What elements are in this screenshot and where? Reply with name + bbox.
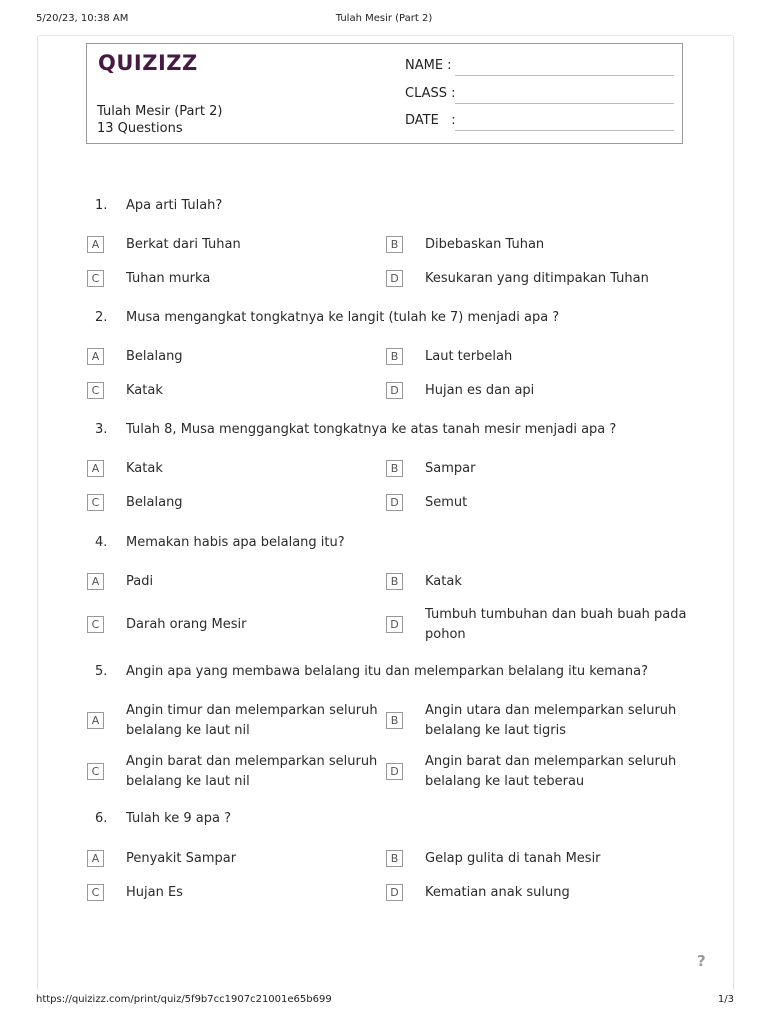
option-text: Tuhan murka xyxy=(126,271,211,286)
option-letter: D xyxy=(386,270,403,287)
option-text: Sampar xyxy=(425,461,476,476)
question-text: Angin apa yang membawa belalang itu dan melemparkan belalang itu kemana? xyxy=(126,664,648,679)
quiz-title: Tulah Mesir (Part 2) xyxy=(97,104,223,119)
option-letter: B xyxy=(386,348,403,365)
question-number: 1. xyxy=(95,198,108,213)
print-url: https://quizizz.com/print/quiz/5f9b7cc1907c21001e65b699 xyxy=(36,994,332,1005)
option-letter: B xyxy=(386,850,403,867)
option-text: Hujan Es xyxy=(126,885,183,900)
question-number: 5. xyxy=(95,664,108,679)
option-text: Angin utara dan melemparkan seluruh belalang ke laut tigris xyxy=(425,703,677,738)
option-letter: B xyxy=(386,236,403,253)
class-line xyxy=(455,103,674,104)
option-text: Katak xyxy=(425,574,462,589)
option-letter: A xyxy=(87,573,104,590)
date-label: DATE : xyxy=(405,113,456,128)
page-frame xyxy=(37,35,734,991)
option-text: Laut terbelah xyxy=(425,349,513,364)
option-letter: B xyxy=(386,460,403,477)
option-letter: C xyxy=(87,884,104,901)
page-number: 1/3 xyxy=(717,994,734,1005)
question-text: Tulah ke 9 apa ? xyxy=(126,811,231,826)
option-text: Belalang xyxy=(126,349,183,364)
option-letter: A xyxy=(87,850,104,867)
question-number: 3. xyxy=(95,422,108,437)
option-text: Katak xyxy=(126,461,163,476)
question-number: 4. xyxy=(95,535,108,550)
question-text: Apa arti Tulah? xyxy=(126,198,223,213)
option-letter: A xyxy=(87,236,104,253)
question-mark-icon[interactable]: ? xyxy=(697,952,706,970)
option-text: Dibebaskan Tuhan xyxy=(425,237,545,252)
option-letter: D xyxy=(386,494,403,511)
option-text: Gelap gulita di tanah Mesir xyxy=(425,851,601,866)
question-number: 6. xyxy=(95,811,108,826)
quizizz-logo: QUIZIZZ xyxy=(98,51,198,75)
option-letter: C xyxy=(87,763,104,780)
option-letter: C xyxy=(87,494,104,511)
date-line xyxy=(455,130,674,131)
option-letter: B xyxy=(386,712,403,729)
question-count: 13 Questions xyxy=(97,121,183,136)
option-letter: D xyxy=(386,382,403,399)
option-letter: A xyxy=(87,460,104,477)
option-text: Angin timur dan melemparkan seluruh belalang ke laut nil xyxy=(126,703,378,738)
option-text: Tumbuh tumbuhan dan buah buah pada pohon xyxy=(425,607,687,642)
option-text: Kematian anak sulung xyxy=(425,885,570,900)
question-text: Memakan habis apa belalang itu? xyxy=(126,535,345,550)
option-letter: A xyxy=(87,348,104,365)
name-label: NAME : xyxy=(405,58,452,73)
quiz-header-box xyxy=(86,43,683,144)
option-text: Penyakit Sampar xyxy=(126,851,237,866)
option-letter: C xyxy=(87,382,104,399)
print-title: Tulah Mesir (Part 2) xyxy=(335,13,433,24)
option-text: Katak xyxy=(126,383,163,398)
option-letter: C xyxy=(87,270,104,287)
option-text: Kesukaran yang ditimpakan Tuhan xyxy=(425,271,649,286)
print-datetime: 5/20/23, 10:38 AM xyxy=(36,13,129,24)
option-text: Padi xyxy=(126,574,154,589)
option-text: Belalang xyxy=(126,495,183,510)
option-letter: C xyxy=(87,616,104,633)
option-text: Angin barat dan melemparkan seluruh belalang ke laut nil xyxy=(126,754,378,789)
option-text: Angin barat dan melemparkan seluruh belalang ke laut teberau xyxy=(425,754,677,789)
name-line xyxy=(455,75,674,76)
question-number: 2. xyxy=(95,310,108,325)
option-text: Hujan es dan api xyxy=(425,383,535,398)
class-label: CLASS : xyxy=(405,86,456,101)
option-letter: D xyxy=(386,884,403,901)
question-text: Tulah 8, Musa menggangkat tongkatnya ke atas tanah mesir menjadi apa ? xyxy=(126,422,617,437)
question-text: Musa mengangkat tongkatnya ke langit (tulah ke 7) menjadi apa ? xyxy=(126,310,560,325)
option-letter: D xyxy=(386,616,403,633)
option-text: Semut xyxy=(425,495,468,510)
option-text: Berkat dari Tuhan xyxy=(126,237,241,252)
option-text: Darah orang Mesir xyxy=(126,617,247,632)
option-letter: A xyxy=(87,712,104,729)
option-letter: D xyxy=(386,763,403,780)
option-letter: B xyxy=(386,573,403,590)
